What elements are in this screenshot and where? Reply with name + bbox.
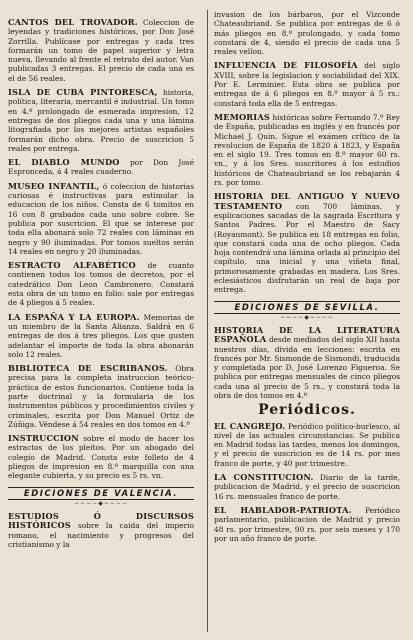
entry-title: ISLA DE CUBA PINTORESCA, <box>8 87 158 98</box>
entry-title: HISTORIA DEL ANTIGUO Y NUEVO TESTAMENTO <box>214 191 400 211</box>
catalog-entry <box>214 422 400 468</box>
catalog-entry <box>8 18 194 83</box>
continued-entry <box>214 10 400 56</box>
entry-title: HISTORIA DE LA LITERATURA ESPAÑOLA <box>214 324 400 345</box>
catalog-entry <box>214 113 400 187</box>
left-column <box>8 18 194 554</box>
catalog-entry <box>8 512 194 549</box>
entry-title: INSTRUCCION <box>8 433 79 444</box>
periodicos-heading: Periódicos. <box>258 402 356 419</box>
entry-description: históricas sobre Fernando 7.º Rey de España, publicadas en inglés y en francés por Michael J. Quin. Sigue el exámen crítico de la revolucion de España de 1820 á 1823, y España en el siglo 19. Tres tomos en 8.º mayor 60 rs. vn., y á los Sres. suscritores á los estudios históricos de Chateaubriand se los rebajarán 4 rs. por tomo. <box>214 112 400 188</box>
entry-description: de cuanto contienen todos los tomos de decretos, por el catedrático Don Leon Cambronero. Constará esta obra de un tomo en folio: sale por entregas de 4 pliegos á 5 reales. <box>8 261 194 308</box>
entry-title: EL HABLADOR-PATRIOTA. <box>214 504 352 515</box>
left-entries <box>8 18 194 481</box>
ornament-divider: ∼∼∼∼◆∼∼∼∼ <box>280 313 334 321</box>
entry-description: del siglo XVIII, sobre la legislacion y sociabilidad del XIX. Por E. Lerminier. Esta obra se publica por entregas de á 6 pliegos en 8.º mayor á 5 rs.: constará toda ella de 5 entregas. <box>214 61 400 108</box>
entry-title: EL CANGREJO. <box>214 420 286 431</box>
section-title-valencia: EDICIONES DE VALENCIA. <box>8 487 194 500</box>
right-after-entries <box>214 326 400 400</box>
entry-title: ESTUDIOS Ó DISCURSOS HISTÓRICOS <box>8 510 194 531</box>
entry-description: Periódico parlamentario, publicacion de Madrid y precio 48 rs. por trimestre, 90 rs. por seis meses y 170 por un año franco de porte. <box>214 505 400 543</box>
section-sevilla <box>214 301 400 321</box>
section-title-sevilla: EDICIONES DE SEVILLA. <box>214 301 400 314</box>
right-entries <box>214 61 400 294</box>
entry-description: por Don José Espronceda, á 4 reales cuaderno. <box>8 158 194 177</box>
left-after-entries <box>8 512 194 549</box>
entry-title: CANTOS DEL TROVADOR. <box>8 17 138 27</box>
catalog-entry <box>8 158 194 177</box>
section-valencia <box>8 487 194 507</box>
entry-title: BIBLIOTECA DE ESCRIBANOS. <box>8 363 168 374</box>
catalog-entry <box>214 326 400 400</box>
entry-title: MUSEO INFANTIL, <box>8 180 100 191</box>
entry-title: EL DIABLO MUNDO <box>8 157 120 168</box>
entry-title: ESTRACTO ALFABÉTICO <box>8 260 136 271</box>
entry-description: con 700 láminas, y esplicaciones sacadas de la sagrada Escritura y Santos Padres. Por el Maestro de Sacy (Royaumont). Se publica en 18 entregas en folio, que constará cada una de ocho pliegos. Cada hoja contendrá una lámina orlada al principio del capítulo, una inicial y una viñeta final, primorosamente grabadas en madera. Los Sres. eclesiásticos disfrutarán un real de baja por entrega. <box>214 201 400 295</box>
entry-title: LA CONSTITUCION. <box>214 472 314 483</box>
entry-description: Obra precisa para la completa instruccion teórico-práctica de estos funcionarios. Contiene toda la parte doctrinal y la formularia de los instrumentos públicos y procedimientos civiles y criminales, escrita por Don Manuel Ortiz de Zúñiga. Véndese á 54 reales en dos tomos en 4.º <box>8 364 194 429</box>
column-divider <box>207 10 208 632</box>
catalog-entry <box>8 313 194 359</box>
continued-text: invasion de los bárbaros, por el Vizconde Chateaubriand. Se publica por entregas de 6 ó más pliegos en 8.º prolongado, y cada tomo constará de 4, siendo el precio de cada una 5 reales vellon. <box>214 10 400 57</box>
ornament-divider: ∼∼∼∼◆∼∼∼∼ <box>74 499 128 507</box>
catalog-entry <box>214 61 400 107</box>
entry-description: historia, política, literaria, mercantil é industrial. Un tomo en 4.º prolongado de esmerada impresion, 12 entregas de dos pliegos cada una y una lámina litografiada por los mejores artistas españoles formarán dicho obra. Precio de suscricion 5 reales por entrega. <box>8 88 194 153</box>
periodicos-entries <box>214 422 400 544</box>
catalog-entry <box>8 88 194 153</box>
entry-description: desde mediados del siglo XII hasta nuestros días, divida en lecciones: escrita en francés por Mr. Sismonde de Sismondi, traducida y completada por D. José Lorenzo Figueroa. Se publica por entregas mensuales de cinco pliegos cada una al precio de 5 rs., y constará toda la obra de dos tomos en 4.º <box>214 335 400 400</box>
entry-description: Coleccion de leyendas y tradiciones históricas, por Don José Zorrilla. Publícase por entregas y cada tres formarán un tomo de papel superior y letra nueva, llevando al frente el retrato del autor. Van publicadas 3 entregas. El precio de cada una es el de 56 reales. <box>8 18 194 83</box>
catalog-entry <box>214 473 400 501</box>
catalog-entry <box>8 434 194 480</box>
right-column <box>214 10 400 548</box>
entry-description: Memorias de un miembro de la Santa Alianza. Saldrá en 6 entregas de dos á tres pliegos. Los que gusten adelantar el importe de toda la obra abonarán solo 12 reales. <box>8 312 194 359</box>
catalog-entry <box>8 364 194 429</box>
entry-description: Periódico político-burlesco, al nivel de las actuales circunstancias. Se publica en Madrid todas las tardes, menos los domingos, y el precio de suscricion es de 14 rs. por mes franco de porte, y 40 por trimestre. <box>214 421 400 468</box>
entry-description: sobre el modo de hacer los estractos de los pleitos. Por un abogado del colegio de Madrid. Consta este folleto de 4 pliegos de impresion en 8.º marquilla con una elegante cubierta, y su precio es 5 rs. vn. <box>8 434 194 481</box>
entry-title: LA ESPAÑA Y LA EUROPA. <box>8 311 140 322</box>
catalog-entry <box>8 182 194 256</box>
entry-description: sobre la caida del imperio romano, el nacimiento y progresos del cristianismo y la <box>8 521 194 549</box>
entry-title: MEMORIAS <box>214 111 270 122</box>
catalog-entry <box>214 506 400 543</box>
catalog-entry <box>214 192 400 294</box>
entry-description: ó coleccion de historias curiosas é instructivas para estimular la educacion de los niños. Consta de 6 tomitos en 16 con 8 grabados cada uno sobre cobre. Se publica por suscricion. El que se interese por toda ella abonará solo 72 reales con láminas en negro y 90 iluminadas. Por tomos sueltos serán 14 reales en negro y 20 iluminadas. <box>8 181 194 256</box>
entry-description: Diario de la tarde, publicacion de Madrid, y el precio de suscricion 16 rs. mensuales franco de porte. <box>214 473 400 501</box>
catalog-entry <box>8 261 194 307</box>
entry-title: INFLUENCIA DE FILOSOFÍA <box>214 60 358 71</box>
